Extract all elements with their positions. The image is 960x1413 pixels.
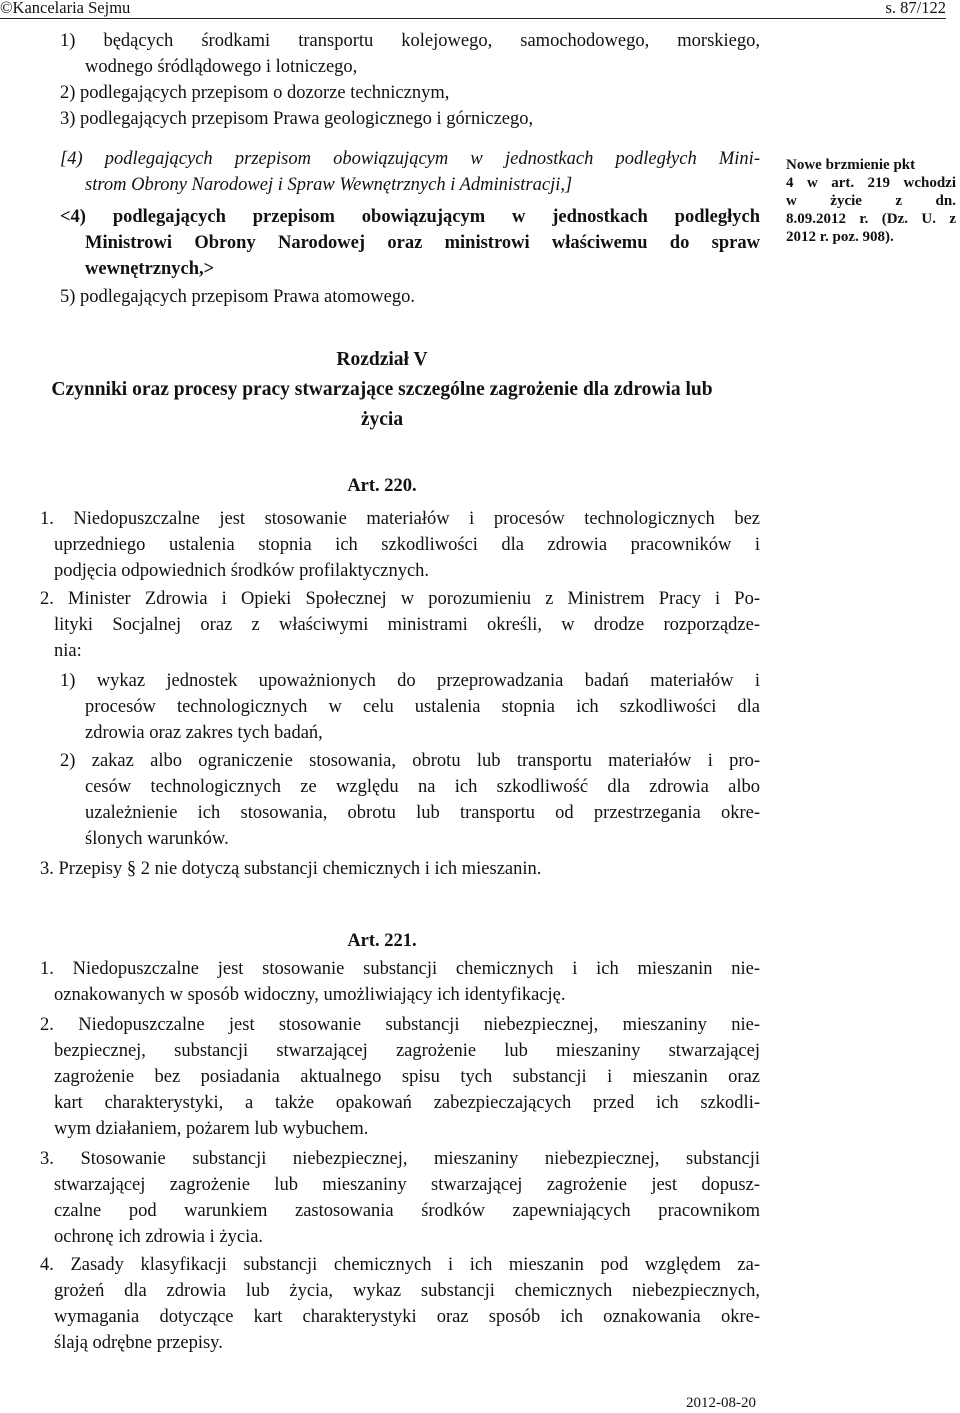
art220-item1-line-3: zdrowia oraz zakres tych badań, (85, 723, 323, 743)
art221-p4-line-3: wymagania dotyczące kart charakterystyki oraz sposób ich oznakowania okre- (54, 1307, 760, 1327)
side-note (786, 156, 956, 246)
list-top (60, 28, 760, 132)
art220-p2-line-1: 2. Minister Zdrowia i Opieki Społecznej w porozumieniu z Ministrem Pracy i Po- (40, 589, 760, 609)
list-item-1-line-2: wodnego śródlądowego i lotniczego, (85, 57, 358, 77)
header-rule (0, 18, 946, 19)
art220-item2-line-2: cesów technologicznych ze względu na ich szkodliwość dla zdrowia albo (85, 777, 760, 797)
side-note-line-4: 8.09.2012 r. (Dz. U. z (786, 211, 956, 227)
art220-p1-line-1: 1. Niedopuszczalne jest stosowanie materiałów i procesów technologicznych bez (40, 509, 760, 529)
art221-p3-line-3: czalne pod warunkiem zastosowania środków zapewniających pracownikom (54, 1201, 760, 1221)
art221-p4-line-1: 4. Zasady klasyfikacji substancji chemicznych i ich mieszanin pod względem za- (40, 1255, 760, 1275)
article-220-para-1 (40, 506, 760, 584)
article-221-para-4 (40, 1252, 760, 1356)
source-label: ©Kancelaria Sejmu (0, 0, 131, 17)
side-note-line-3: w życie z dn. (786, 193, 956, 209)
art220-item2-line-4: ślonych warunków. (85, 829, 229, 849)
old-item-4-line-2: strom Obrony Narodowej i Spraw Wewnętrznych i Administracji,] (85, 175, 573, 195)
chapter-number: Rozdział V (336, 349, 428, 370)
footer-date: 2012-08-20 (686, 1395, 756, 1411)
art220-p1-line-2: uprzedniego ustalenia stopnia ich szkodliwości dla zdrowia pracowników i (54, 535, 760, 555)
chapter-title-line-2: życia (360, 409, 404, 430)
art221-p3-line-4: ochronę ich zdrowia i życia. (54, 1227, 264, 1247)
list-item-2: 2) podlegających przepisom o dozorze technicznym, (60, 83, 450, 103)
art221-p2-line-2: bezpiecznej, substancji stwarzającej zagrożenie lub mieszaniny stwarzającej (54, 1041, 760, 1061)
list-item-4-old (60, 146, 760, 198)
art221-p1-line-2: oznakowanych w sposób widoczny, umożliwiający ich identyfikację. (54, 985, 566, 1005)
side-note-line-2: 4 w art. 219 wchodzi (786, 175, 956, 191)
article-220-para-2 (40, 586, 760, 664)
art221-p2-line-5: wym działaniem, pożarem lub wybuchem. (54, 1119, 369, 1139)
art221-p2-line-4: kart charakterystyki, a także opakowań zabezpieczających przed ich szkodli- (54, 1093, 760, 1113)
article-221-para-2 (40, 1012, 760, 1142)
art221-p4-line-2: grożeń dla zdrowia lub życia, wykaz substancji chemicznych niebezpiecznych, (54, 1281, 760, 1301)
page-header (0, 0, 960, 19)
new-item-4-line-2: Ministrowi Obrony Narodowej oraz ministrowi właściwemu do spraw (85, 233, 760, 253)
art221-p3-line-1: 3. Stosowanie substancji niebezpiecznej, mieszaniny niebezpiecznej, substancji (40, 1149, 760, 1169)
list-item-5-text: 5) podlegających przepisom Prawa atomowego. (60, 287, 415, 307)
new-item-4-line-3: wewnętrznych,> (85, 259, 215, 279)
art220-p1-line-3: podjęcia odpowiednich środków profilaktycznych. (54, 561, 430, 581)
art221-p3-line-2: stwarzającej zagrożenie lub mieszaniny stwarzającej zagrożenie jest dopusz- (54, 1175, 760, 1195)
art220-item2-line-1: 2) zakaz albo ograniczenie stosowania, obrotu lub transportu materiałów i pro- (60, 751, 760, 771)
art220-item1-line-1: 1) wykaz jednostek upoważnionych do przeprowadzania badań materiałów i (60, 671, 760, 691)
art221-p2-line-1: 2. Niedopuszczalne jest stosowanie substancji niebezpiecznej, mieszaniny nie- (40, 1015, 760, 1035)
side-note-line-5: 2012 r. poz. 908). (786, 229, 894, 245)
list-item-1-line-1: 1) będących środkami transportu kolejowego, samochodowego, morskiego, (60, 31, 760, 51)
side-note-line-1: Nowe brzmienie pkt (786, 157, 916, 173)
page-number: s. 87/122 (885, 0, 946, 17)
article-220-item-1 (60, 668, 760, 746)
art220-item2-line-3: uzależnienie ich stosowania, obrotu lub transportu od przestrzegania okre- (85, 803, 760, 823)
list-item-5 (60, 284, 760, 310)
art220-p2-line-2: lityki Socjalnej oraz z właściwymi ministrami określi, w drodze rozporządze- (54, 615, 760, 635)
chapter-title-line-1: Czynniki oraz procesy pracy stwarzające szczególne zagrożenie dla zdrowia lub (51, 379, 713, 400)
list-item-4-new (60, 204, 760, 282)
article-220-para-3 (40, 856, 760, 882)
old-item-4-line-1: [4) podlegających przepisom obowiązującym w jednostkach podległych Mini- (60, 149, 760, 169)
list-item-3: 3) podlegających przepisom Prawa geologicznego i górniczego, (60, 109, 534, 129)
article-221-para-1 (40, 956, 760, 1008)
article-220-heading: Art. 220. (347, 476, 417, 496)
article-221-heading: Art. 221. (347, 931, 417, 951)
art221-p2-line-3: zagrożenie bez posiadania aktualnego spisu tych substancji i mieszanin oraz (54, 1067, 760, 1087)
art220-p2-line-3: nia: (54, 641, 82, 661)
chapter-heading (0, 345, 764, 435)
art220-p3-line-1: 3. Przepisy § 2 nie dotyczą substancji chemicznych i ich mieszanin. (40, 859, 542, 879)
art221-p1-line-1: 1. Niedopuszczalne jest stosowanie substancji chemicznych i ich mieszanin nie- (40, 959, 760, 979)
art220-item1-line-2: procesów technologicznych w celu ustalenia stopnia ich szkodliwości dla (85, 697, 760, 717)
article-220-item-2 (60, 748, 760, 852)
art221-p4-line-4: ślają odrębne przepisy. (54, 1333, 223, 1353)
new-item-4-line-1: <4) podlegających przepisom obowiązującym w jednostkach podległych (60, 207, 760, 227)
article-221-para-3 (40, 1146, 760, 1250)
